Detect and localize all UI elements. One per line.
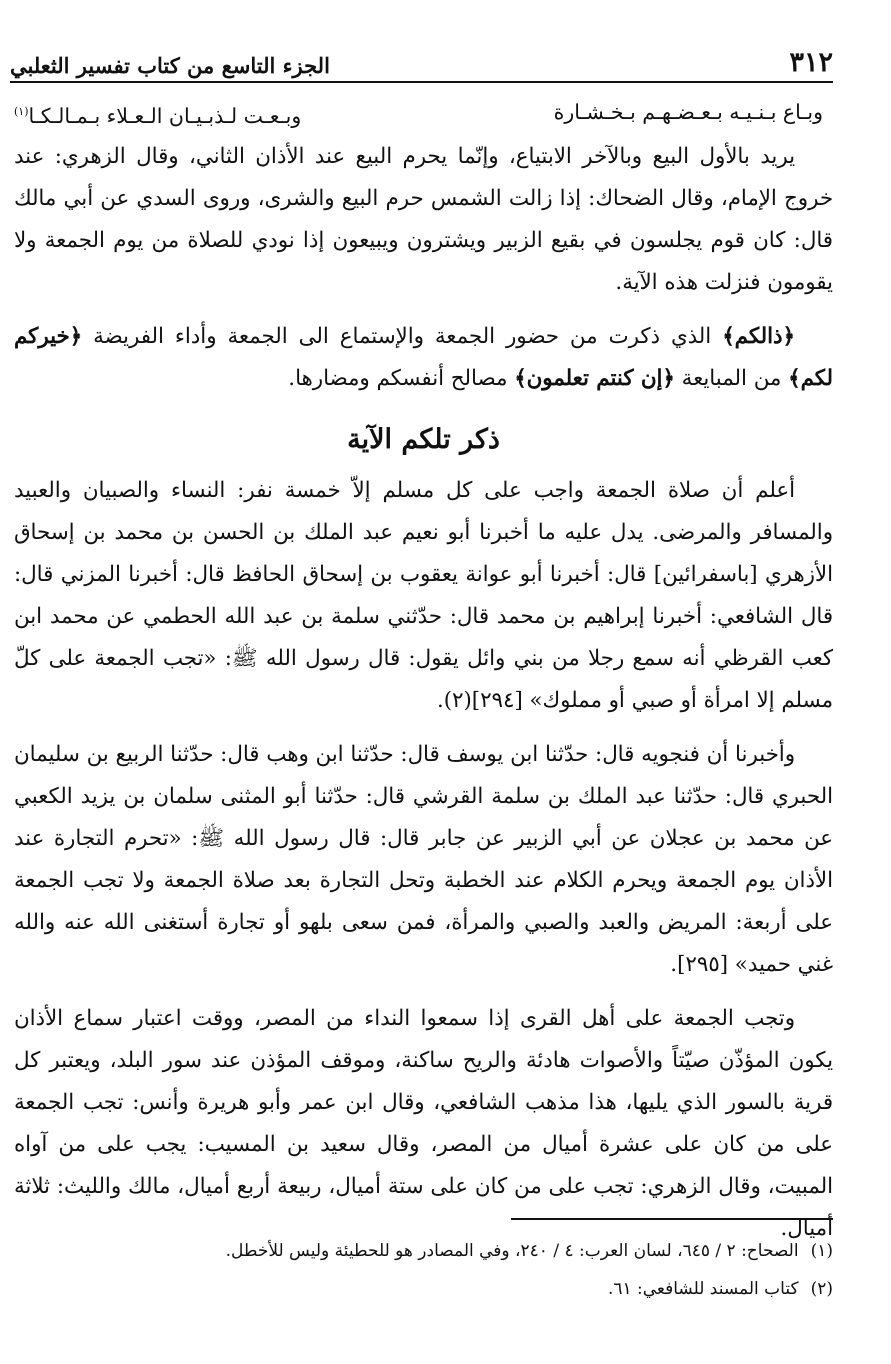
quran-quote-2: ﴿خيركم لكم﴾	[14, 323, 833, 391]
paragraph-4: وأخبرنا أن فنجويه قال: حدّثنا ابن يوسف قال: حدّثنا ابن وهب قال: حدّثنا الربيع بن سليمان الحبري قال: حدّثنا عبد الملك بن سلمة القرشي قال: حدّثنا أبو المثنى سلمان بن يزيد الكعبي عن محمد بن عجلان عن أبي الزبير عن جابر قال: قال رسول الله ﷺ: «تحرم التجارة عند الأذان يوم الجمعة ويحرم الكلام عند الخطبة وتحل التجارة بعد صلاة الجمعة ولا تجب الجمعة على أربعة: المريض والعبد والصبي والمرأة، فمن سعى بلهو أو تجارة أستغنى الله عنه والله غني حميد» [٢٩٥].	[14, 741, 833, 977]
footnote-rule	[511, 1218, 833, 1220]
quran-quote-1: ﴿ذالكم﴾	[722, 323, 795, 349]
paragraph-2-text-2: من المبايعة	[674, 365, 789, 391]
verse-hemistich-first: وبـاع بـنـيـه بـعـضـهـم بـخـشـارة	[553, 100, 823, 124]
spacer	[14, 722, 833, 734]
footnote-ref-1: (١)	[14, 105, 29, 118]
poetry-verse	[14, 92, 833, 136]
footnote-2	[14, 1270, 833, 1308]
verse-hemistich-second	[14, 92, 301, 136]
quran-quote-3: ﴿إن كنتم تعلمون﴾	[514, 365, 675, 391]
page-header	[10, 34, 833, 78]
spacer	[14, 304, 833, 316]
section-title: ذكر تلكم الآية	[347, 423, 500, 455]
footnotes	[14, 1232, 833, 1308]
paragraph-1: يريد بالأول البيع وبالآخر الابتياع، وإنّما يحرم البيع عند الأذان الثاني، وقال الزهري: عند خروج الإمام، وقال الضحاك: إذا زالت الشمس حرم البيع والشرى، وروى السدي عن أبي مالك قال: كان قوم يجلسون في بقيع الزبير ويشترون ويبيعون إذا نودي للصلاة من يوم الجمعة ولا يقومون فنزلت هذه الآية.	[14, 143, 833, 295]
paragraph-2-text-1: الذي ذكرت من حضور الجمعة والإستماع الى الجمعة وأداء الفريضة	[82, 323, 723, 349]
footnote-text: الصحاح: ٢ / ٦٤٥، لسان العرب: ٤ / ٢٤٠، وفي المصادر هو للحطيئة وليس للأخطل.	[225, 1241, 799, 1261]
footnote-text: كتاب المسند للشافعي: ٦١.	[607, 1279, 799, 1299]
paragraph-3: أعلم أن صلاة الجمعة واجب على كل مسلم إلاّ خمسة نفر: النساء والصبيان والعبيد والمسافر والمرضى. يدل عليه ما أخبرنا أبو نعيم عبد الملك بن الحسن بن محمد بن إسحاق الأزهري [باسفرائين] قال: أخبرنا أبو عوانة يعقوب بن إسحاق الحافظ قال: أخبرنا المزني قال: قال الشافعي: أخبرنا إبراهيم بن محمد قال: حدّثني سلمة بن عبد الله الحطمي عن محمد ابن كعب القرظي أنه سمع رجلا من بني وائل يقول: قال رسول الله ﷺ: «تجب الجمعة على كلّ مسلم إلا امرأة أو صبي أو مملوك» [٢٩٤](٢).	[14, 477, 833, 713]
spacer	[14, 986, 833, 998]
paragraph-2-text-3: مصالح أنفسكم ومضارها.	[288, 365, 515, 391]
footnote-1	[14, 1232, 833, 1270]
header-rule	[10, 81, 833, 83]
verse-hemistich-second-text: وبـعـت لـذبـيـان الـعـلاء بـمـالـكـا	[28, 103, 302, 128]
running-title: الجزء التاسع من كتاب تفسير الثعلبي	[10, 53, 330, 78]
page-body	[14, 92, 833, 1250]
paragraph-5: وتجب الجمعة على أهل القرى إذا سمعوا النداء من المصر، ووقت اعتبار سماع الأذان يكون المؤذّن صيّتاً والأصوات هادئة والريح ساكنة، وموقف المؤذن عند سور البلد، ويعتبر كل قرية بالسور الذي يليها، هذا مذهب الشافعي، وقال ابن عمر وأبو هريرة وأنس: تجب الجمعة على من كان على عشرة أميال من المصر، وقال سعيد بن المسيب: يجب على من آواه المبيت، وقال الزهري: تجب على من كان على ستة أميال، ربيعة أربع أميال، مالك والليث: ثلاثة أميال.	[14, 1005, 833, 1241]
paragraph-2	[14, 316, 833, 400]
page-number: ٣١٢	[789, 47, 833, 78]
footnote-number: (١)	[810, 1241, 833, 1261]
footnote-number: (٢)	[810, 1279, 833, 1299]
